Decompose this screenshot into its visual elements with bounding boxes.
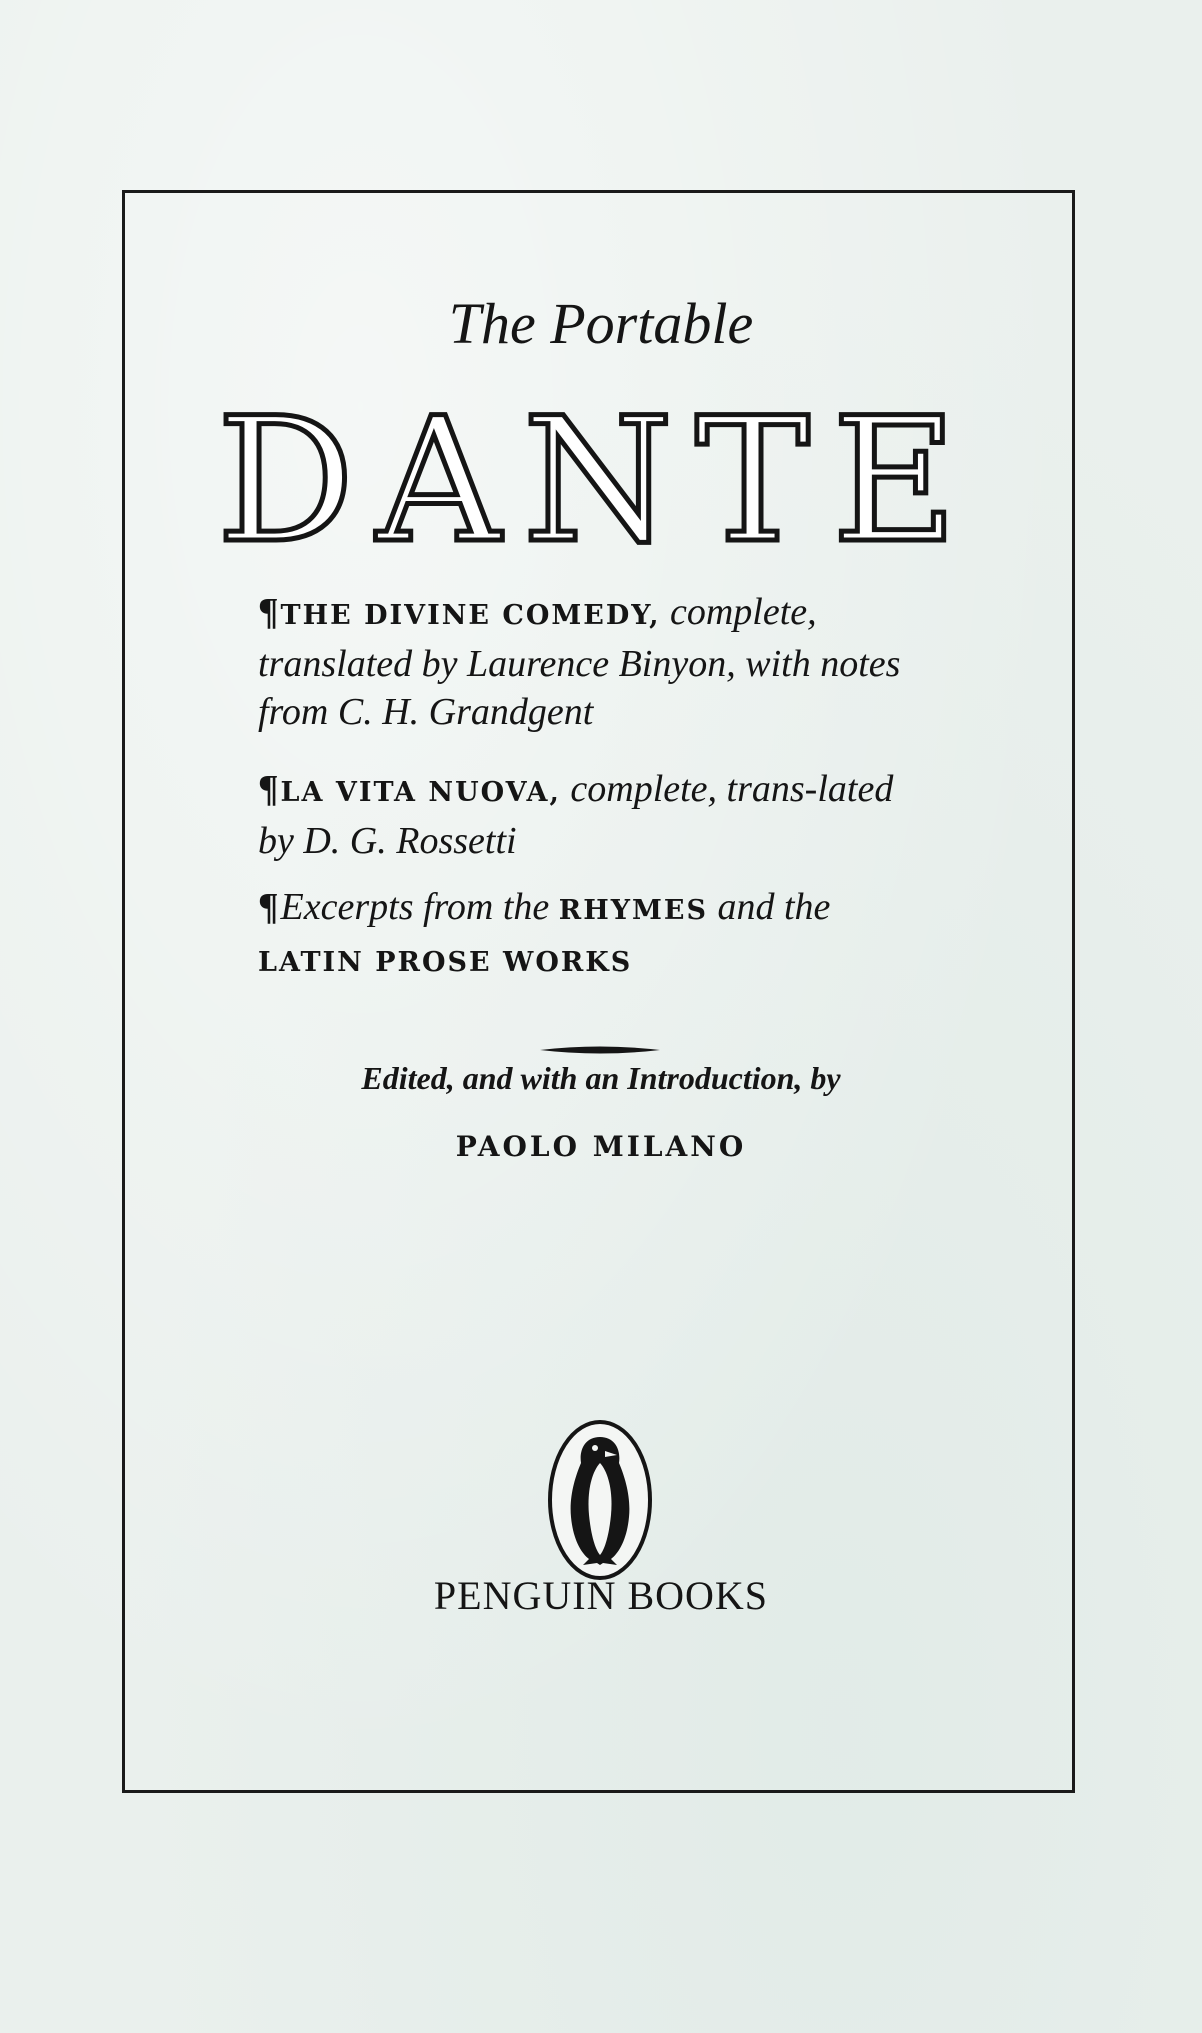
publisher-name: PENGUIN BOOKS <box>433 1573 769 1618</box>
entry-title-caps: THE DIVINE COMEDY, <box>280 600 661 631</box>
pilcrow-mark: ¶ <box>258 768 279 810</box>
ornamental-rule <box>540 1045 660 1055</box>
contents-entry-vita-nuova <box>258 765 938 865</box>
entry-description: complete, trans-lated by D. G. Rossetti <box>258 768 894 862</box>
contents-entry-divine-comedy <box>258 588 938 736</box>
edited-by-line: Edited, and with an Introduction, by <box>361 1060 841 1096</box>
pilcrow-mark: ¶ <box>258 886 279 928</box>
title-dante <box>122 390 1075 565</box>
entry-text-pre: Excerpts from the <box>280 886 559 928</box>
editor-name: PAOLO MILANO <box>455 1130 747 1163</box>
dante-text: DANTE <box>216 390 980 565</box>
entry-title-caps: LA VITA NUOVA, <box>280 777 561 808</box>
contents-entry-rhymes-latin <box>258 883 938 987</box>
entry-title-caps: RHYMES <box>558 895 708 926</box>
title-dante-svg <box>122 390 1075 565</box>
penguin-logo-icon <box>545 1415 655 1585</box>
title-line-portable: The Portable <box>448 291 754 356</box>
entry-description: complete, translated by Laurence Binyon, with notes from C. H. Grandgent <box>258 591 901 733</box>
entry-text-mid: and the <box>707 886 831 928</box>
pilcrow-mark: ¶ <box>258 591 279 633</box>
entry-title-caps-2: LATIN PROSE WORKS <box>258 947 633 978</box>
